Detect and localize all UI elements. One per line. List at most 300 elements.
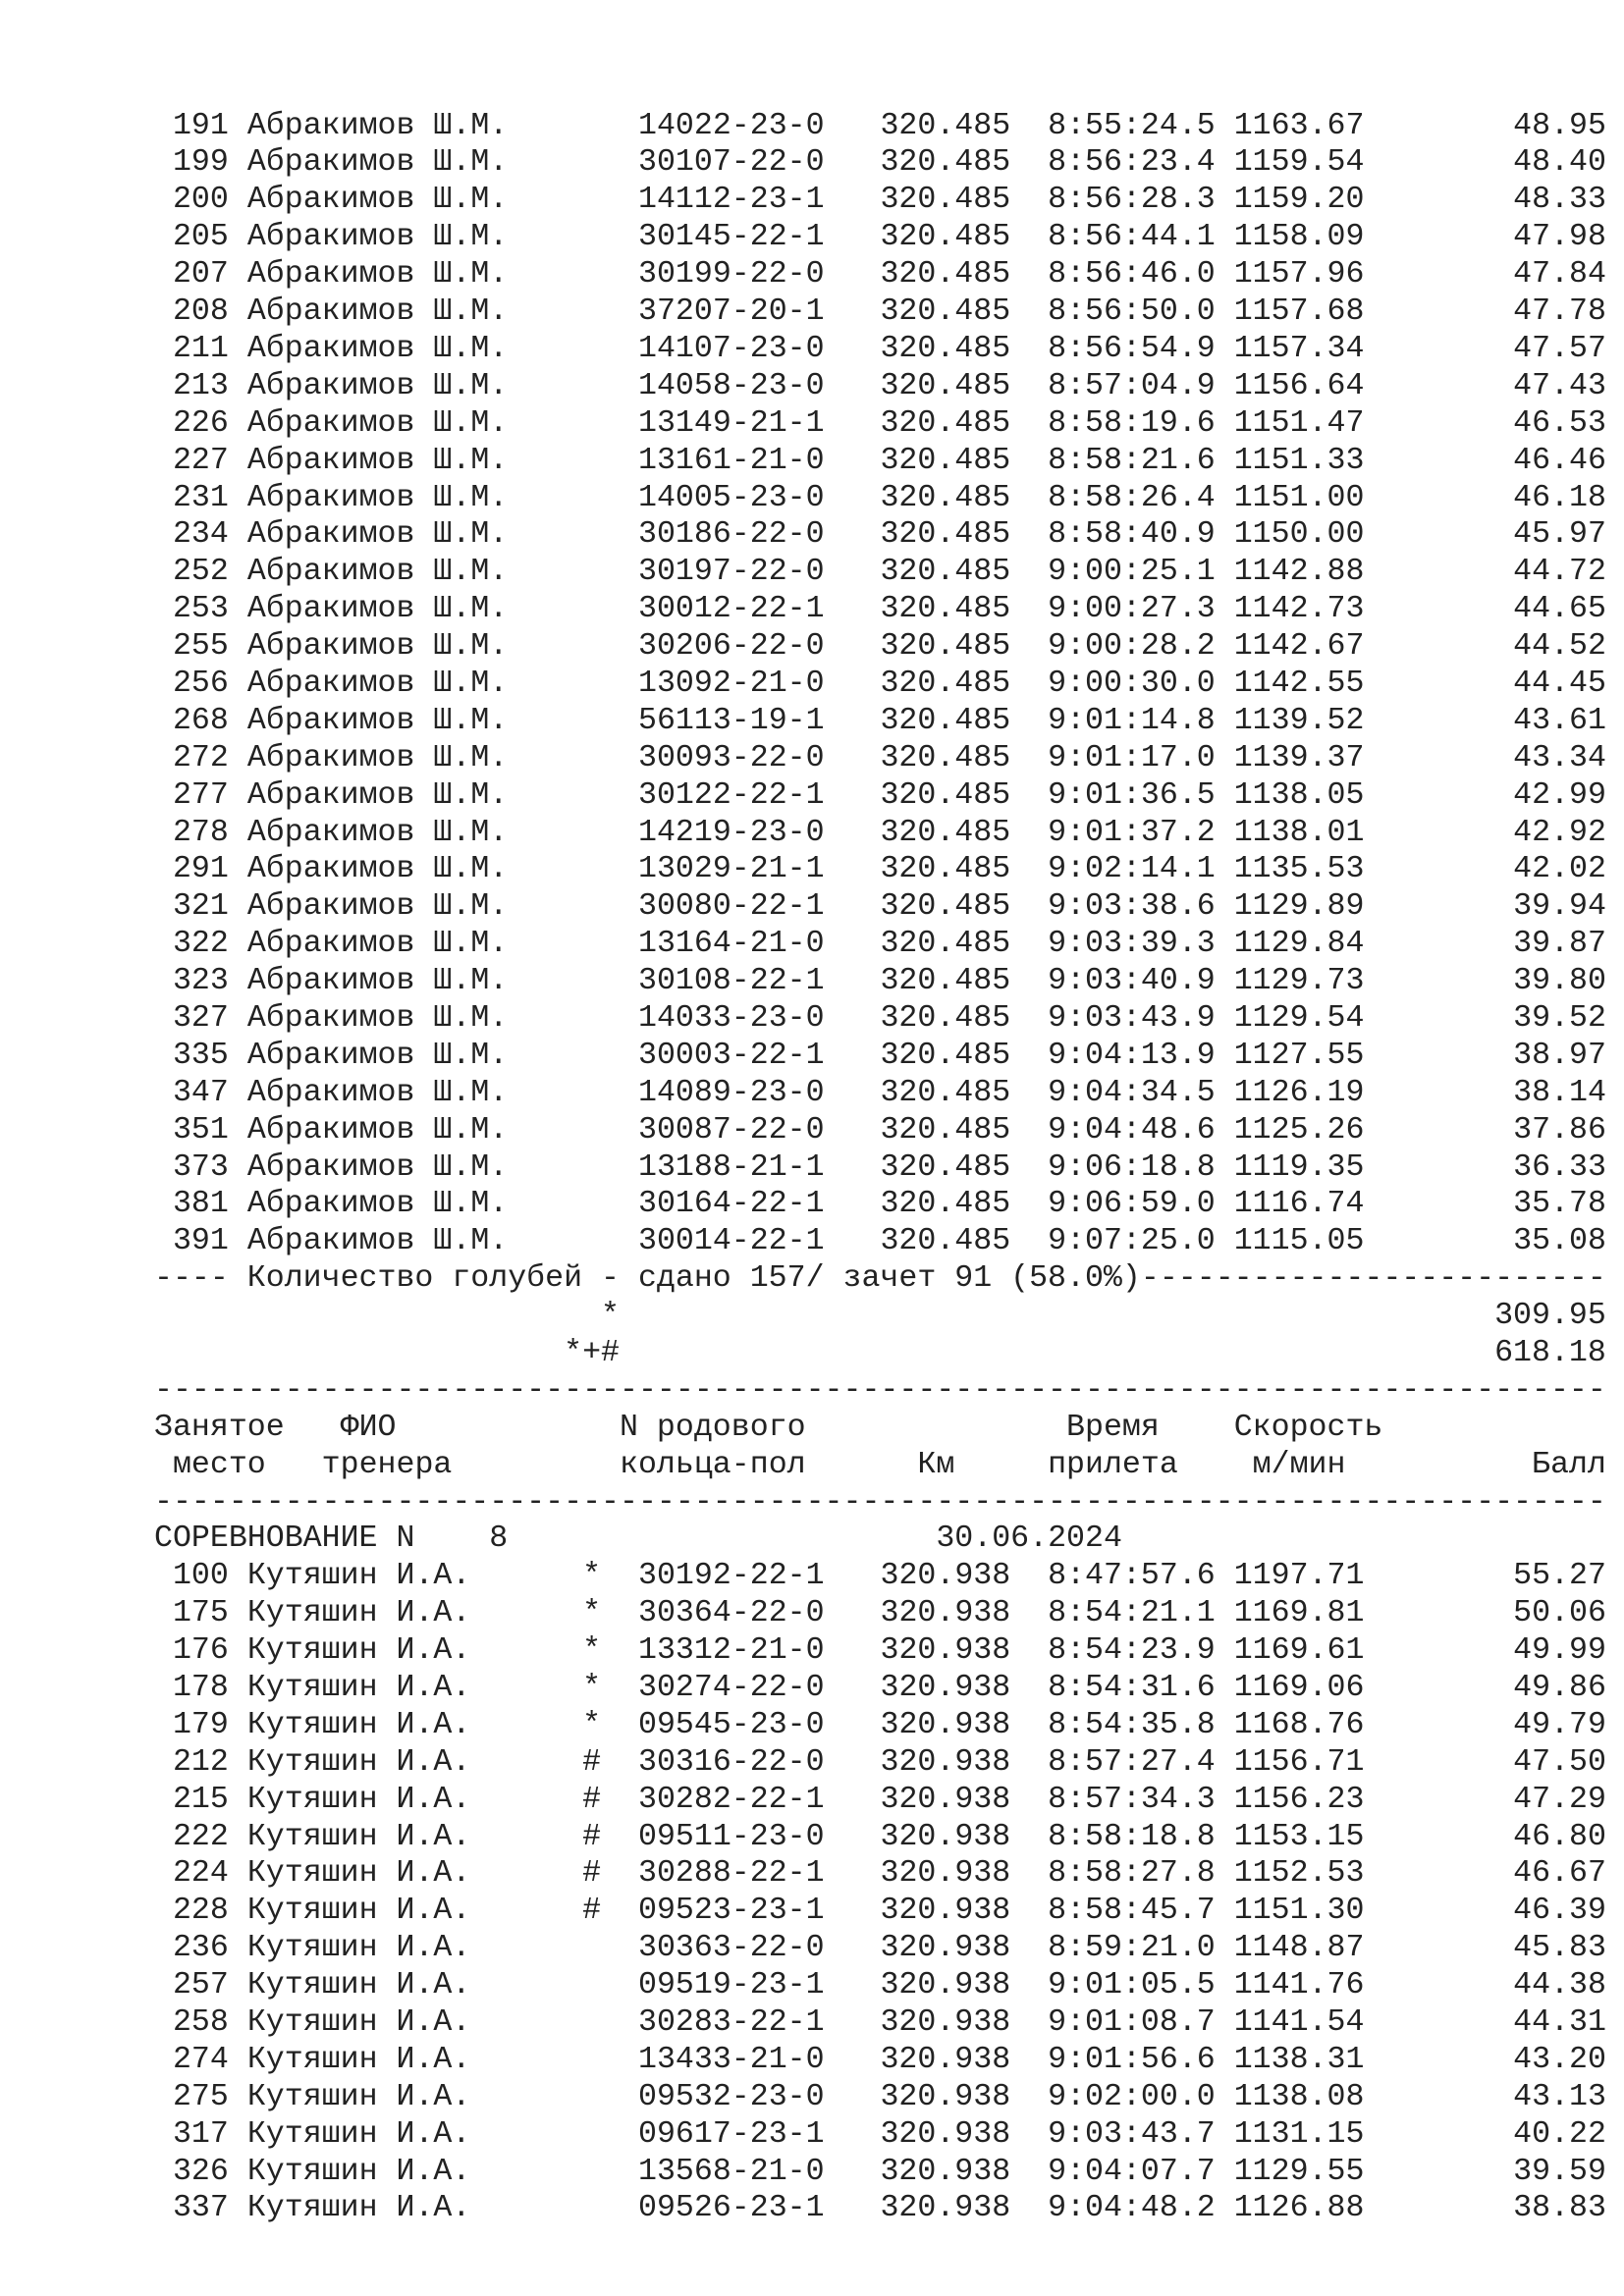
arrival-time: 9:01:37.2 — [1048, 815, 1216, 850]
fancier-name: Абракимов Ш.М. — [246, 183, 509, 218]
arrival-time: 8:56:54.9 — [1048, 331, 1216, 366]
ring-number: 13188-21-1 — [637, 1149, 825, 1185]
ring-number: 30363-22-0 — [637, 1931, 825, 1966]
table-row — [154, 368, 1606, 405]
fancier-name: Кутяшин И.А. — [246, 1819, 471, 1854]
speed: 1157.96 — [1233, 257, 1365, 293]
fancier-name: Кутяшин И.А. — [246, 1968, 471, 2003]
fancier-name: Абракимов Ш.М. — [246, 889, 509, 925]
ring-number: 09545-23-0 — [638, 1707, 825, 1742]
ring-number: 30122-22-1 — [637, 777, 825, 813]
place: 317 — [172, 2116, 229, 2152]
distance-km: 320.485 — [880, 405, 1011, 441]
distance-km: 320.938 — [880, 2005, 1011, 2041]
fancier-name: Абракимов Ш.М. — [246, 1112, 509, 1148]
table-row — [154, 1782, 1606, 1819]
place: 231 — [172, 480, 229, 515]
divider: ------------------------------------------------------------------------------ — [154, 1372, 1606, 1408]
arrival-time: 9:01:56.6 — [1048, 2042, 1216, 2077]
table-row — [154, 851, 1606, 888]
header-points: Балл — [1532, 1447, 1606, 1482]
place: 234 — [172, 517, 229, 553]
arrival-time: 9:06:59.0 — [1048, 1187, 1216, 1222]
fancier-name: Абракимов Ш.М. — [246, 777, 509, 813]
place: 208 — [172, 294, 229, 330]
table-row — [154, 628, 1606, 666]
ring-number: 30192-22-1 — [638, 1559, 825, 1594]
table-row — [154, 1967, 1606, 2004]
distance-km: 320.485 — [880, 815, 1011, 850]
arrival-time: 8:58:40.9 — [1048, 517, 1216, 553]
table-row — [154, 2116, 1606, 2154]
place: 207 — [172, 257, 229, 293]
arrival-time: 9:04:13.9 — [1048, 1038, 1216, 1073]
place: 272 — [172, 740, 229, 775]
results-document — [154, 108, 1606, 2228]
speed: 1151.33 — [1233, 443, 1365, 478]
arrival-time: 9:03:39.3 — [1048, 927, 1216, 962]
table-row — [154, 1595, 1606, 1632]
header-speed: Скорость — [1233, 1410, 1383, 1445]
arrival-time: 8:58:27.8 — [1048, 1856, 1216, 1892]
place: 253 — [172, 592, 229, 627]
place: 222 — [172, 1819, 229, 1854]
table-row — [154, 144, 1606, 182]
ring-number: 14112-23-1 — [637, 183, 825, 218]
place: 215 — [172, 1782, 229, 1817]
summary-mark: * — [601, 1299, 620, 1334]
fancier-name: Абракимов Ш.М. — [246, 1149, 509, 1185]
table-row — [154, 666, 1606, 703]
speed: 1119.35 — [1233, 1149, 1365, 1185]
fancier-name: Абракимов Ш.М. — [246, 815, 509, 850]
ring-number: 13029-21-1 — [637, 852, 825, 887]
table-row — [154, 815, 1606, 852]
table-row — [154, 2079, 1606, 2116]
table-row — [154, 1112, 1606, 1149]
ring-number: 09523-23-1 — [638, 1894, 825, 1929]
table-row — [154, 443, 1606, 480]
points: 45.83 — [1513, 1931, 1606, 1966]
arrival-time: 8:56:46.0 — [1048, 257, 1216, 293]
points: 47.29 — [1513, 1782, 1606, 1817]
arrival-time: 9:04:07.7 — [1048, 2154, 1216, 2189]
points: 43.13 — [1513, 2079, 1606, 2114]
place: 351 — [172, 1112, 229, 1148]
ring-number: 30107-22-0 — [637, 145, 825, 181]
ring-number: 09532-23-0 — [637, 2079, 825, 2114]
place: 321 — [172, 889, 229, 925]
speed: 1151.00 — [1233, 480, 1365, 515]
fancier-name: Кутяшин И.А. — [246, 1596, 471, 1631]
place: 327 — [172, 1000, 229, 1036]
points: 39.52 — [1513, 1000, 1606, 1036]
speed: 1151.47 — [1233, 405, 1365, 441]
points: 42.02 — [1513, 852, 1606, 887]
place: 277 — [172, 777, 229, 813]
speed: 1150.00 — [1233, 517, 1365, 553]
arrival-time: 8:54:23.9 — [1048, 1633, 1216, 1669]
competition-line — [154, 1521, 1606, 1558]
distance-km: 320.485 — [880, 108, 1011, 143]
ring-number: 13312-21-0 — [638, 1633, 825, 1669]
speed: 1129.89 — [1233, 889, 1365, 925]
speed: 1126.88 — [1233, 2191, 1365, 2226]
place: 212 — [172, 1744, 229, 1780]
fancier-name: Кутяшин И.А. — [246, 1559, 471, 1594]
points: 46.46 — [1513, 443, 1606, 478]
header-place: место — [172, 1447, 266, 1482]
place: 191 — [172, 108, 229, 143]
points: 47.98 — [1513, 220, 1606, 255]
fancier-name: Абракимов Ш.М. — [246, 852, 509, 887]
arrival-time: 8:54:21.1 — [1048, 1596, 1216, 1631]
arrival-time: 9:03:38.6 — [1048, 889, 1216, 925]
fancier-name: Абракимов Ш.М. — [246, 1075, 509, 1110]
distance-km: 320.938 — [880, 1596, 1011, 1631]
table-row — [154, 1632, 1606, 1670]
table-row — [154, 777, 1606, 815]
fancier-name: Абракимов Ш.М. — [246, 1187, 509, 1222]
points: 44.72 — [1513, 555, 1606, 590]
distance-km: 320.938 — [880, 1931, 1011, 1966]
speed: 1159.20 — [1233, 183, 1365, 218]
points: 48.33 — [1513, 183, 1606, 218]
speed: 1148.87 — [1233, 1931, 1365, 1966]
place: 278 — [172, 815, 229, 850]
fancier-name: Абракимов Ш.М. — [246, 108, 509, 143]
points: 44.65 — [1513, 592, 1606, 627]
ring-number: 13149-21-1 — [637, 405, 825, 441]
competition-label: СОРЕВНОВАНИЕ N — [154, 1522, 415, 1557]
place: 178 — [172, 1671, 229, 1705]
header-speed: м/мин — [1252, 1447, 1346, 1482]
arrival-time: 8:58:45.7 — [1048, 1894, 1216, 1929]
place: 256 — [172, 666, 229, 701]
fancier-name: Абракимов Ш.М. — [246, 1038, 509, 1073]
arrival-time: 8:58:19.6 — [1048, 405, 1216, 441]
distance-km: 320.938 — [880, 2154, 1011, 2189]
points: 35.08 — [1513, 1224, 1606, 1259]
ring-number: 30093-22-0 — [637, 740, 825, 775]
fancier-name: Абракимов Ш.М. — [246, 220, 509, 255]
speed: 1142.67 — [1233, 629, 1365, 665]
points: 38.97 — [1513, 1038, 1606, 1073]
distance-km: 320.938 — [880, 2042, 1011, 2077]
arrival-time: 8:59:21.0 — [1048, 1931, 1216, 1966]
table-row — [154, 1670, 1606, 1707]
place: 257 — [172, 1968, 229, 2003]
place: 100 — [172, 1559, 229, 1594]
speed: 1158.09 — [1233, 220, 1365, 255]
ring-number: 14058-23-0 — [637, 368, 825, 403]
ring-number: 14033-23-0 — [637, 1000, 825, 1036]
speed: 1168.76 — [1233, 1707, 1365, 1742]
fancier-name: Абракимов Ш.М. — [246, 145, 509, 181]
fancier-name: Абракимов Ш.М. — [246, 740, 509, 775]
arrival-time: 9:01:05.5 — [1048, 1968, 1216, 2003]
points: 40.22 — [1513, 2116, 1606, 2152]
fancier-name: Абракимов Ш.М. — [246, 368, 509, 403]
fancier-name: Абракимов Ш.М. — [246, 405, 509, 441]
ring-number: 14005-23-0 — [637, 480, 825, 515]
table-row — [154, 888, 1606, 926]
place: 275 — [172, 2079, 229, 2114]
speed: 1169.81 — [1233, 1596, 1365, 1631]
fancier-name: Кутяшин И.А. — [246, 2116, 471, 2152]
mark: * — [582, 1559, 602, 1594]
speed: 1153.15 — [1233, 1819, 1365, 1854]
fancier-name: Кутяшин И.А. — [246, 1931, 471, 1966]
distance-km: 320.485 — [880, 889, 1011, 925]
speed: 1129.84 — [1233, 927, 1365, 962]
ring-number: 56113-19-1 — [637, 703, 825, 738]
place: 255 — [172, 629, 229, 665]
ring-number: 30316-22-0 — [638, 1744, 825, 1780]
speed: 1151.30 — [1233, 1894, 1365, 1929]
place: 175 — [172, 1596, 229, 1631]
table-row — [154, 331, 1606, 368]
points: 42.92 — [1513, 815, 1606, 850]
ring-number: 30199-22-0 — [637, 257, 825, 293]
speed: 1138.05 — [1233, 777, 1365, 813]
table-row — [154, 2190, 1606, 2227]
summary-total-row — [154, 1298, 1606, 1335]
divider: ------------------------------------------------------------------------------ — [154, 1484, 1606, 1520]
distance-km: 320.485 — [880, 257, 1011, 293]
distance-km: 320.485 — [880, 1187, 1011, 1222]
header-km: Км — [917, 1447, 955, 1482]
speed: 1197.71 — [1233, 1559, 1365, 1594]
fancier-name: Кутяшин И.А. — [246, 2079, 471, 2114]
points: 49.99 — [1513, 1633, 1606, 1669]
distance-km: 320.485 — [880, 480, 1011, 515]
points: 43.20 — [1513, 2042, 1606, 2077]
arrival-time: 9:04:48.6 — [1048, 1112, 1216, 1148]
fancier-name: Абракимов Ш.М. — [246, 555, 509, 590]
summary-total: 309.95 — [1494, 1299, 1606, 1334]
place: 252 — [172, 555, 229, 590]
ring-number: 30283-22-1 — [637, 2005, 825, 2041]
place: 227 — [172, 443, 229, 478]
mark: * — [582, 1633, 602, 1669]
arrival-time: 8:56:23.4 — [1048, 145, 1216, 181]
distance-km: 320.485 — [880, 331, 1011, 366]
arrival-time: 9:00:27.3 — [1048, 592, 1216, 627]
table-row — [154, 1819, 1606, 1856]
competition-number: 8 — [489, 1522, 509, 1557]
place: 373 — [172, 1149, 229, 1185]
points: 37.86 — [1513, 1112, 1606, 1148]
table-row — [154, 591, 1606, 628]
distance-km: 320.485 — [880, 1000, 1011, 1036]
speed: 1157.34 — [1233, 331, 1365, 366]
points: 43.61 — [1513, 703, 1606, 738]
arrival-time: 9:01:17.0 — [1048, 740, 1216, 775]
table-row — [154, 1000, 1606, 1038]
points: 46.80 — [1513, 1819, 1606, 1854]
distance-km: 320.485 — [880, 220, 1011, 255]
fancier-name: Абракимов Ш.М. — [246, 517, 509, 553]
header-time: Время — [1066, 1410, 1160, 1445]
summary-total-row — [154, 1335, 1606, 1372]
arrival-time: 8:56:28.3 — [1048, 183, 1216, 218]
ring-number: 30288-22-1 — [638, 1856, 825, 1892]
fancier-name: Абракимов Ш.М. — [246, 443, 509, 478]
distance-km: 320.938 — [880, 1559, 1011, 1594]
points: 43.34 — [1513, 740, 1606, 775]
place: 179 — [172, 1707, 229, 1742]
mark: * — [582, 1596, 602, 1631]
distance-km: 320.485 — [880, 294, 1011, 330]
points: 44.45 — [1513, 666, 1606, 701]
mark: * — [582, 1707, 602, 1742]
fancier-name: Абракимов Ш.М. — [246, 927, 509, 962]
table-row — [154, 2154, 1606, 2191]
points: 39.87 — [1513, 927, 1606, 962]
points: 39.94 — [1513, 889, 1606, 925]
fancier-name: Абракимов Ш.М. — [246, 331, 509, 366]
fancier-name: Кутяшин И.А. — [246, 1707, 471, 1742]
arrival-time: 9:03:43.9 — [1048, 1000, 1216, 1036]
fancier-name: Абракимов Ш.М. — [246, 1000, 509, 1036]
distance-km: 320.485 — [880, 1112, 1011, 1148]
ring-number: 14107-23-0 — [637, 331, 825, 366]
place: 291 — [172, 852, 229, 887]
table-row — [154, 1038, 1606, 1075]
arrival-time: 9:01:08.7 — [1048, 2005, 1216, 2041]
points: 48.95 — [1513, 108, 1606, 143]
distance-km: 320.485 — [880, 777, 1011, 813]
table-row — [154, 1893, 1606, 1930]
arrival-time: 9:01:14.8 — [1048, 703, 1216, 738]
place: 226 — [172, 405, 229, 441]
table-row — [154, 1149, 1606, 1187]
points: 38.14 — [1513, 1075, 1606, 1110]
speed: 1131.15 — [1233, 2116, 1365, 2152]
arrival-time: 9:02:00.0 — [1048, 2079, 1216, 2114]
arrival-time: 9:01:36.5 — [1048, 777, 1216, 813]
speed: 1142.55 — [1233, 666, 1365, 701]
ring-number: 09519-23-1 — [637, 1968, 825, 2003]
points: 39.80 — [1513, 964, 1606, 999]
table-row — [154, 219, 1606, 256]
header-place: Занятое — [154, 1410, 285, 1445]
speed: 1138.08 — [1233, 2079, 1365, 2114]
points: 44.31 — [1513, 2005, 1606, 2041]
header-time: прилета — [1048, 1447, 1178, 1482]
distance-km: 320.485 — [880, 1224, 1011, 1259]
ring-number: 30145-22-1 — [637, 220, 825, 255]
fancier-name: Кутяшин И.А. — [246, 1894, 471, 1929]
speed: 1163.67 — [1233, 108, 1365, 143]
table-row — [154, 1744, 1606, 1782]
arrival-time: 9:07:25.0 — [1048, 1224, 1216, 1259]
points: 46.53 — [1513, 405, 1606, 441]
header-name: тренера — [321, 1447, 453, 1482]
arrival-time: 8:58:26.4 — [1048, 480, 1216, 515]
distance-km: 320.485 — [880, 1038, 1011, 1073]
points: 38.83 — [1513, 2191, 1606, 2226]
ring-number: 30014-22-1 — [637, 1224, 825, 1259]
place: 228 — [172, 1894, 229, 1929]
distance-km: 320.938 — [880, 1707, 1011, 1742]
ring-number: 13568-21-0 — [637, 2154, 825, 2189]
table-row — [154, 2004, 1606, 2042]
distance-km: 320.485 — [880, 1149, 1011, 1185]
fancier-name: Абракимов Ш.М. — [246, 964, 509, 999]
points: 39.59 — [1513, 2154, 1606, 2189]
ring-number: 30003-22-1 — [637, 1038, 825, 1073]
summary-mark: *+# — [564, 1335, 620, 1370]
points: 49.86 — [1513, 1671, 1606, 1705]
ring-number: 13433-21-0 — [637, 2042, 825, 2077]
points: 47.84 — [1513, 257, 1606, 293]
speed: 1156.71 — [1233, 1744, 1365, 1780]
ring-number: 30186-22-0 — [637, 517, 825, 553]
arrival-time: 8:57:34.3 — [1048, 1782, 1216, 1817]
distance-km: 320.485 — [880, 517, 1011, 553]
ring-number: 30080-22-1 — [637, 889, 825, 925]
place: 200 — [172, 183, 229, 218]
mark: # — [582, 1782, 602, 1817]
points: 47.43 — [1513, 368, 1606, 403]
ring-number: 13092-21-0 — [637, 666, 825, 701]
table-row — [154, 2042, 1606, 2079]
fancier-name: Кутяшин И.А. — [246, 2005, 471, 2041]
points: 35.78 — [1513, 1187, 1606, 1222]
ring-number: 13161-21-0 — [637, 443, 825, 478]
distance-km: 320.485 — [880, 703, 1011, 738]
mark: * — [582, 1671, 602, 1705]
arrival-time: 9:00:25.1 — [1048, 555, 1216, 590]
table-row — [154, 926, 1606, 963]
place: 199 — [172, 145, 229, 181]
table-row — [154, 108, 1606, 145]
speed: 1129.54 — [1233, 1000, 1365, 1036]
place: 176 — [172, 1633, 229, 1669]
distance-km: 320.938 — [880, 1671, 1011, 1705]
header-line-1 — [154, 1410, 1606, 1447]
points: 47.78 — [1513, 294, 1606, 330]
points: 55.27 — [1513, 1559, 1606, 1594]
fancier-name: Абракимов Ш.М. — [246, 592, 509, 627]
place: 258 — [172, 2005, 229, 2041]
table-row — [154, 703, 1606, 740]
arrival-time: 8:56:44.1 — [1048, 220, 1216, 255]
arrival-time: 8:55:24.5 — [1048, 108, 1216, 143]
place: 335 — [172, 1038, 229, 1073]
table-row — [154, 740, 1606, 777]
distance-km: 320.485 — [880, 183, 1011, 218]
distance-km: 320.485 — [880, 368, 1011, 403]
competition-date: 30.06.2024 — [936, 1522, 1122, 1557]
distance-km: 320.485 — [880, 1075, 1011, 1110]
distance-km: 320.938 — [880, 2116, 1011, 2152]
arrival-time: 8:47:57.6 — [1048, 1559, 1216, 1594]
ring-number: 30197-22-0 — [637, 555, 825, 590]
table-row — [154, 294, 1606, 331]
fancier-name: Абракимов Ш.М. — [246, 666, 509, 701]
place: 326 — [172, 2154, 229, 2189]
mark: # — [582, 1894, 602, 1929]
table-row — [154, 516, 1606, 554]
speed: 1139.52 — [1233, 703, 1365, 738]
place: 268 — [172, 703, 229, 738]
points: 44.52 — [1513, 629, 1606, 665]
distance-km: 320.485 — [880, 852, 1011, 887]
arrival-time: 8:58:18.8 — [1048, 1819, 1216, 1854]
